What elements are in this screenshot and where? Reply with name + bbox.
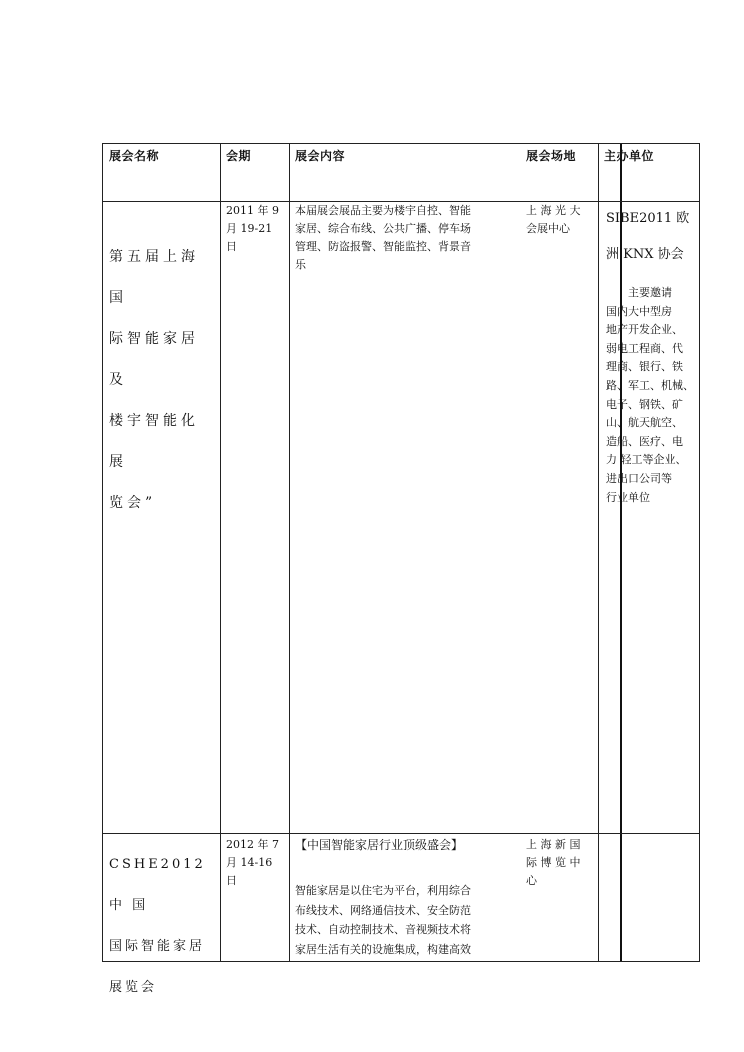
header-date: 会期 bbox=[226, 149, 252, 163]
row2-venue: 上 海 新 国 际 博 览 中 心 bbox=[526, 838, 581, 887]
header-exhibition-name: 展会名称 bbox=[109, 149, 160, 163]
row1-content: 本届展会展品主要为楼宇自控、智能 家居、综合布线、公共广播、停车场 管理、防盗报警、智能监控、背景音 乐 bbox=[295, 204, 471, 271]
row2-exhibition-name: CSHE2012 中 国 国际智能家居 展览会 bbox=[109, 857, 206, 995]
row2-content: 智能家居是以住宅为平台，利用综合 布线技术、网络通信技术、安全防范 技术、自动控制技术、音视频技术将 家居生活有关的设施集成，构建高效 bbox=[295, 884, 471, 956]
header-organizer: 主办单位 bbox=[604, 149, 655, 163]
exhibition-table bbox=[102, 143, 700, 995]
row1-organizer: SIBE2011 欧 洲 KNX 协会 bbox=[606, 211, 690, 262]
row1-date: 2011 年 9 月 19-21 日 bbox=[226, 204, 279, 253]
column-divider bbox=[289, 144, 290, 961]
row1-exhibition-name: 第五届上海国 际智能家居及 楼宇智能化展 览会” bbox=[109, 249, 199, 511]
row2-date: 2012 年 7 月 14-16 日 bbox=[226, 838, 279, 887]
header-content: 展会内容 bbox=[295, 149, 346, 163]
column-divider bbox=[598, 144, 599, 961]
row1-organizer-note: 主要邀请 国内大中型房 地产开发企业、 弱电工程商、代 理商、银行、铁 路、军工、机械、 电子、钢铁、矿 山、航天航空、 造船、医疗、电 力 轻工等企业、 进出口公司等 行业单位 bbox=[606, 286, 694, 504]
column-divider bbox=[220, 144, 221, 961]
row2-organizer bbox=[600, 833, 701, 893]
row1-venue: 上 海 光 大 会展中心 bbox=[526, 204, 581, 235]
row2-content-heading: 【中国智能家居行业顶级盛会】 bbox=[295, 838, 464, 852]
header-venue: 展会场地 bbox=[526, 149, 577, 163]
